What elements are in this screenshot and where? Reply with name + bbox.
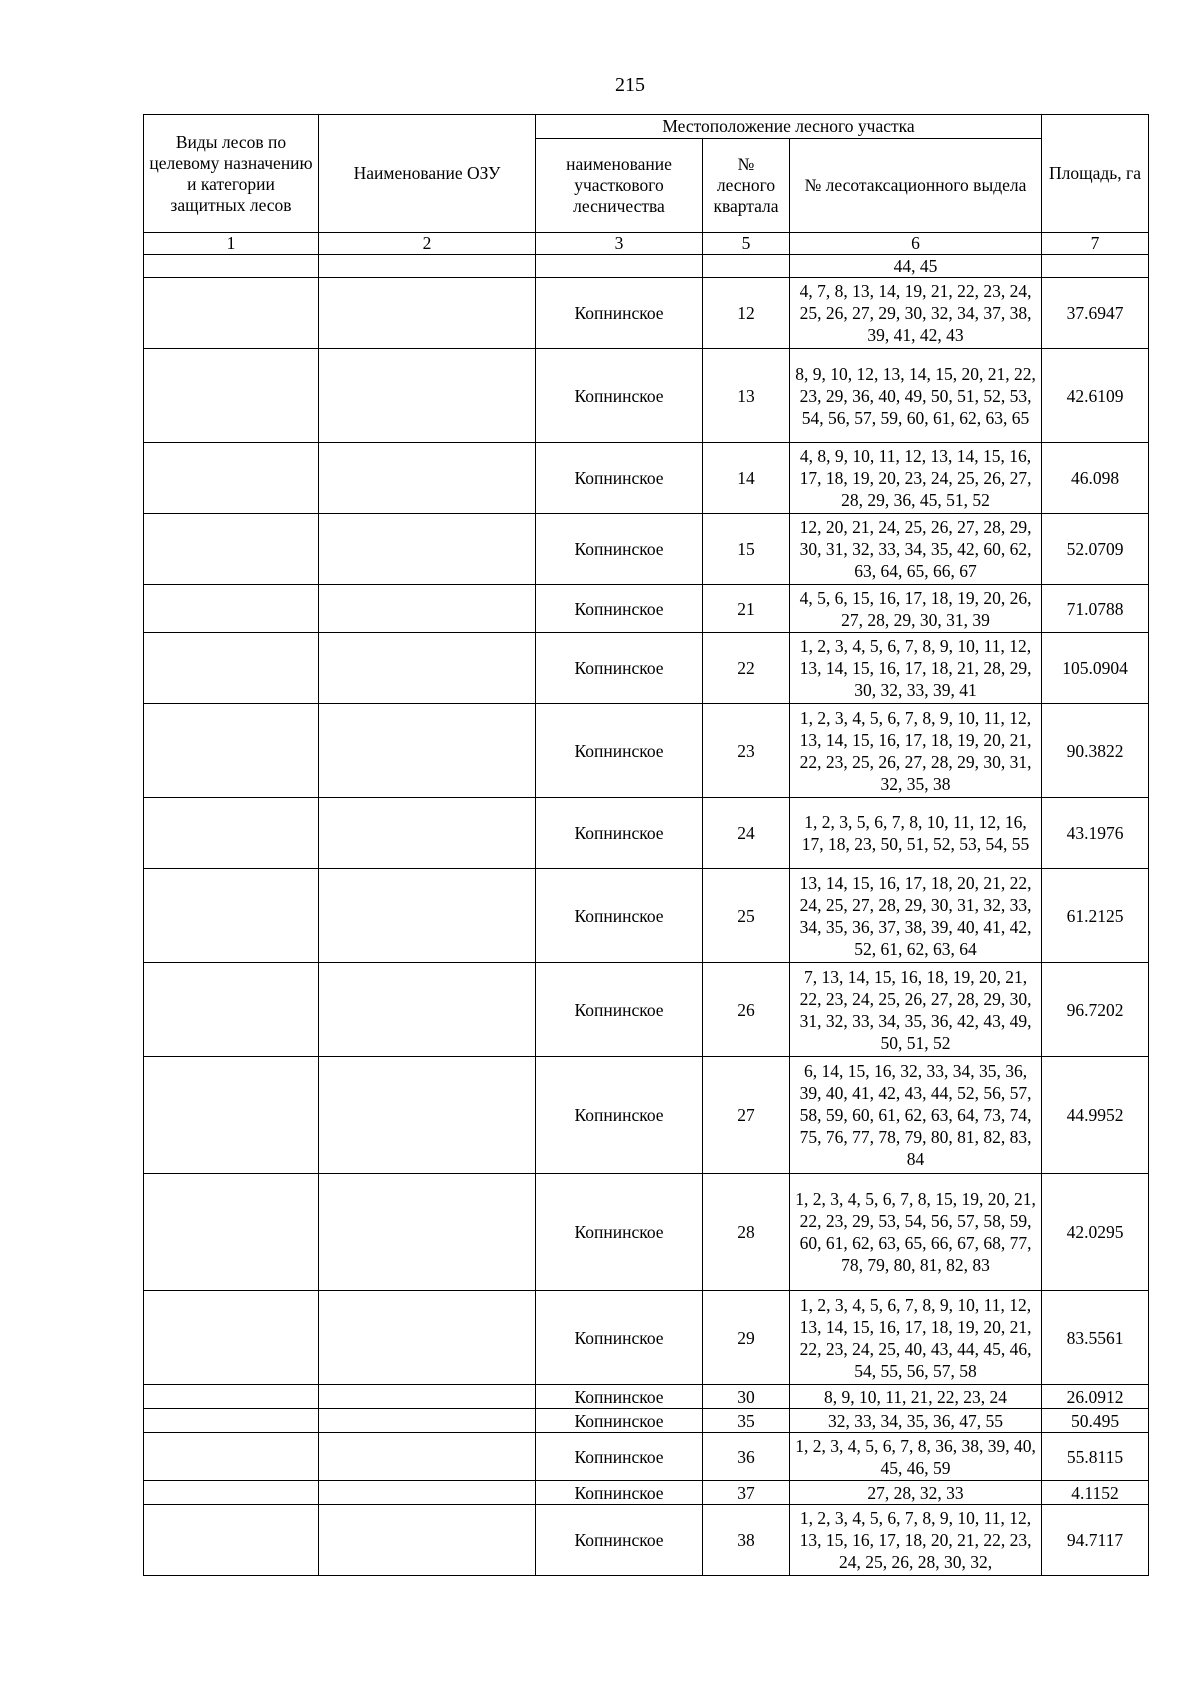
cell-area <box>1042 255 1149 278</box>
cell-forest-type <box>144 1385 319 1409</box>
table-row <box>144 1481 1149 1505</box>
cell-plots: 27, 28, 32, 33 <box>790 1481 1042 1505</box>
cell-plots: 8, 9, 10, 11, 21, 22, 23, 24 <box>790 1385 1042 1409</box>
cell-area: 90.3822 <box>1042 704 1149 798</box>
cell-plots: 8, 9, 10, 12, 13, 14, 15, 20, 21, 22, 23, 29, 36, 40, 49, 50, 51, 52, 53, 54, 56, 57, 59, 60, 61, 62, 63, 65 <box>790 349 1042 443</box>
column-number: 1 <box>144 233 319 255</box>
cell-forest-type <box>144 798 319 869</box>
cell-plots: 6, 14, 15, 16, 32, 33, 34, 35, 36, 39, 40, 41, 42, 43, 44, 52, 56, 57, 58, 59, 60, 61, 62, 63, 64, 73, 74, 75, 76, 77, 78, 79, 80, 81, 82, 83, 84 <box>790 1057 1042 1174</box>
cell-ozu-name <box>319 1057 536 1174</box>
cell-area: 44.9952 <box>1042 1057 1149 1174</box>
cell-ozu-name <box>319 255 536 278</box>
cell-area: 52.0709 <box>1042 514 1149 585</box>
cell-ozu-name <box>319 278 536 349</box>
cell-quarter: 25 <box>703 869 790 963</box>
cell-district: Копнинское <box>536 585 703 633</box>
cell-area: 42.0295 <box>1042 1174 1149 1291</box>
cell-district: Копнинское <box>536 1385 703 1409</box>
cell-ozu-name <box>319 798 536 869</box>
cell-quarter: 22 <box>703 633 790 704</box>
cell-ozu-name <box>319 1291 536 1385</box>
cell-area: 94.7117 <box>1042 1505 1149 1576</box>
forest-plots-table <box>143 114 1149 1576</box>
table-row <box>144 1433 1149 1481</box>
cell-quarter: 35 <box>703 1409 790 1433</box>
cell-quarter: 21 <box>703 585 790 633</box>
cell-ozu-name <box>319 869 536 963</box>
cell-plots: 32, 33, 34, 35, 36, 47, 55 <box>790 1409 1042 1433</box>
cell-plots: 1, 2, 3, 4, 5, 6, 7, 8, 9, 10, 11, 12, 13, 14, 15, 16, 17, 18, 19, 20, 21, 22, 23, 24, 25, 40, 43, 44, 45, 46, 54, 55, 56, 57, 58 <box>790 1291 1042 1385</box>
cell-area: 42.6109 <box>1042 349 1149 443</box>
table-row <box>144 704 1149 798</box>
cell-quarter: 29 <box>703 1291 790 1385</box>
cell-district: Копнинское <box>536 1057 703 1174</box>
table-row <box>144 1385 1149 1409</box>
cell-district: Копнинское <box>536 443 703 514</box>
cell-district: Копнинское <box>536 1174 703 1291</box>
table-row <box>144 349 1149 443</box>
cell-plots: 44, 45 <box>790 255 1042 278</box>
cell-forest-type <box>144 1505 319 1576</box>
cell-ozu-name <box>319 1505 536 1576</box>
cell-forest-type <box>144 1481 319 1505</box>
cell-quarter: 12 <box>703 278 790 349</box>
cell-ozu-name <box>319 1433 536 1481</box>
cell-forest-type <box>144 633 319 704</box>
cell-plots: 7, 13, 14, 15, 16, 18, 19, 20, 21, 22, 23, 24, 25, 26, 27, 28, 29, 30, 31, 32, 33, 34, 35, 36, 42, 43, 49, 50, 51, 52 <box>790 963 1042 1057</box>
cell-plots: 13, 14, 15, 16, 17, 18, 20, 21, 22, 24, 25, 27, 28, 29, 30, 31, 32, 33, 34, 35, 36, 37, 38, 39, 40, 41, 42, 52, 61, 62, 63, 64 <box>790 869 1042 963</box>
cell-district: Копнинское <box>536 704 703 798</box>
cell-plots: 4, 8, 9, 10, 11, 12, 13, 14, 15, 16, 17, 18, 19, 20, 23, 24, 25, 26, 27, 28, 29, 36, 45, 51, 52 <box>790 443 1042 514</box>
cell-district <box>536 255 703 278</box>
table-row <box>144 278 1149 349</box>
cell-quarter: 38 <box>703 1505 790 1576</box>
column-number: 3 <box>536 233 703 255</box>
cell-quarter: 37 <box>703 1481 790 1505</box>
table-row <box>144 443 1149 514</box>
table-row <box>144 869 1149 963</box>
cell-plots: 12, 20, 21, 24, 25, 26, 27, 28, 29, 30, 31, 32, 33, 34, 35, 42, 60, 62, 63, 64, 65, 66, 67 <box>790 514 1042 585</box>
header-plots: № лесотаксационного выдела <box>790 139 1042 233</box>
cell-district: Копнинское <box>536 869 703 963</box>
cell-forest-type <box>144 255 319 278</box>
table-row <box>144 633 1149 704</box>
cell-district: Копнинское <box>536 514 703 585</box>
cell-plots: 1, 2, 3, 4, 5, 6, 7, 8, 9, 10, 11, 12, 13, 15, 16, 17, 18, 20, 21, 22, 23, 24, 25, 26, 28, 30, 32, <box>790 1505 1042 1576</box>
cell-district: Копнинское <box>536 963 703 1057</box>
cell-plots: 1, 2, 3, 4, 5, 6, 7, 8, 15, 19, 20, 21, 22, 23, 29, 53, 54, 56, 57, 58, 59, 60, 61, 62, 63, 65, 66, 67, 68, 77, 78, 79, 80, 81, 82, 83 <box>790 1174 1042 1291</box>
column-number: 6 <box>790 233 1042 255</box>
cell-forest-type <box>144 514 319 585</box>
cell-quarter: 26 <box>703 963 790 1057</box>
table-row <box>144 1291 1149 1385</box>
cell-area: 61.2125 <box>1042 869 1149 963</box>
cell-district: Копнинское <box>536 349 703 443</box>
table-row <box>144 585 1149 633</box>
cell-area: 55.8115 <box>1042 1433 1149 1481</box>
cell-quarter: 28 <box>703 1174 790 1291</box>
table-row <box>144 1505 1149 1576</box>
cell-ozu-name <box>319 1409 536 1433</box>
cell-plots: 1, 2, 3, 4, 5, 6, 7, 8, 9, 10, 11, 12, 13, 14, 15, 16, 17, 18, 19, 20, 21, 22, 23, 25, 26, 27, 28, 29, 30, 31, 32, 35, 38 <box>790 704 1042 798</box>
cell-forest-type <box>144 1057 319 1174</box>
cell-forest-type <box>144 1291 319 1385</box>
cell-forest-type <box>144 349 319 443</box>
cell-area: 43.1976 <box>1042 798 1149 869</box>
cell-quarter: 27 <box>703 1057 790 1174</box>
cell-forest-type <box>144 704 319 798</box>
cell-area: 96.7202 <box>1042 963 1149 1057</box>
table-row <box>144 1174 1149 1291</box>
cell-forest-type <box>144 1409 319 1433</box>
header-district: наименование участкового лесничества <box>536 139 703 233</box>
cell-ozu-name <box>319 1174 536 1291</box>
header-location: Местоположение лесного участка <box>536 115 1042 139</box>
cell-forest-type <box>144 869 319 963</box>
column-number: 7 <box>1042 233 1149 255</box>
cell-plots: 1, 2, 3, 4, 5, 6, 7, 8, 36, 38, 39, 40, 45, 46, 59 <box>790 1433 1042 1481</box>
cell-district: Копнинское <box>536 798 703 869</box>
cell-area: 37.6947 <box>1042 278 1149 349</box>
cell-quarter: 30 <box>703 1385 790 1409</box>
cell-forest-type <box>144 585 319 633</box>
cell-area: 50.495 <box>1042 1409 1149 1433</box>
cell-ozu-name <box>319 349 536 443</box>
table-row <box>144 1057 1149 1174</box>
column-numbers-row <box>144 233 1149 255</box>
cell-forest-type <box>144 443 319 514</box>
cell-plots: 4, 7, 8, 13, 14, 19, 21, 22, 23, 24, 25, 26, 27, 29, 30, 32, 34, 37, 38, 39, 41, 42, 43 <box>790 278 1042 349</box>
cell-quarter: 23 <box>703 704 790 798</box>
header-quarter: № лесного квартала <box>703 139 790 233</box>
cell-ozu-name <box>319 514 536 585</box>
cell-ozu-name <box>319 633 536 704</box>
column-number: 5 <box>703 233 790 255</box>
column-number: 2 <box>319 233 536 255</box>
cell-district: Копнинское <box>536 1505 703 1576</box>
cell-district: Копнинское <box>536 1433 703 1481</box>
cell-area: 46.098 <box>1042 443 1149 514</box>
table-row <box>144 798 1149 869</box>
cell-district: Копнинское <box>536 278 703 349</box>
cell-area: 105.0904 <box>1042 633 1149 704</box>
cell-forest-type <box>144 1433 319 1481</box>
cell-quarter: 14 <box>703 443 790 514</box>
cell-district: Копнинское <box>536 1291 703 1385</box>
cell-ozu-name <box>319 1481 536 1505</box>
table-row <box>144 963 1149 1057</box>
cell-ozu-name <box>319 963 536 1057</box>
cell-forest-type <box>144 1174 319 1291</box>
cell-quarter: 15 <box>703 514 790 585</box>
cell-quarter: 24 <box>703 798 790 869</box>
table-row <box>144 514 1149 585</box>
cell-district: Копнинское <box>536 1409 703 1433</box>
cell-quarter: 13 <box>703 349 790 443</box>
cell-forest-type <box>144 278 319 349</box>
cell-area: 71.0788 <box>1042 585 1149 633</box>
cell-plots: 1, 2, 3, 4, 5, 6, 7, 8, 9, 10, 11, 12, 13, 14, 15, 16, 17, 18, 21, 28, 29, 30, 32, 33, 39, 41 <box>790 633 1042 704</box>
table-row <box>144 255 1149 278</box>
cell-ozu-name <box>319 704 536 798</box>
page-number: 215 <box>615 74 645 96</box>
cell-ozu-name <box>319 585 536 633</box>
cell-quarter <box>703 255 790 278</box>
header-forest-type: Виды лесов по целевому назначению и категории защитных лесов <box>144 115 319 233</box>
table-row <box>144 1409 1149 1433</box>
cell-ozu-name <box>319 1385 536 1409</box>
cell-area: 26.0912 <box>1042 1385 1149 1409</box>
header-area: Площадь, га <box>1042 115 1149 233</box>
cell-forest-type <box>144 963 319 1057</box>
cell-plots: 1, 2, 3, 5, 6, 7, 8, 10, 11, 12, 16, 17, 18, 23, 50, 51, 52, 53, 54, 55 <box>790 798 1042 869</box>
cell-area: 4.1152 <box>1042 1481 1149 1505</box>
cell-ozu-name <box>319 443 536 514</box>
table-body <box>144 255 1149 1576</box>
cell-district: Копнинское <box>536 633 703 704</box>
cell-district: Копнинское <box>536 1481 703 1505</box>
cell-plots: 4, 5, 6, 15, 16, 17, 18, 19, 20, 26, 27, 28, 29, 30, 31, 39 <box>790 585 1042 633</box>
cell-area: 83.5561 <box>1042 1291 1149 1385</box>
cell-quarter: 36 <box>703 1433 790 1481</box>
header-ozu-name: Наименование ОЗУ <box>319 115 536 233</box>
